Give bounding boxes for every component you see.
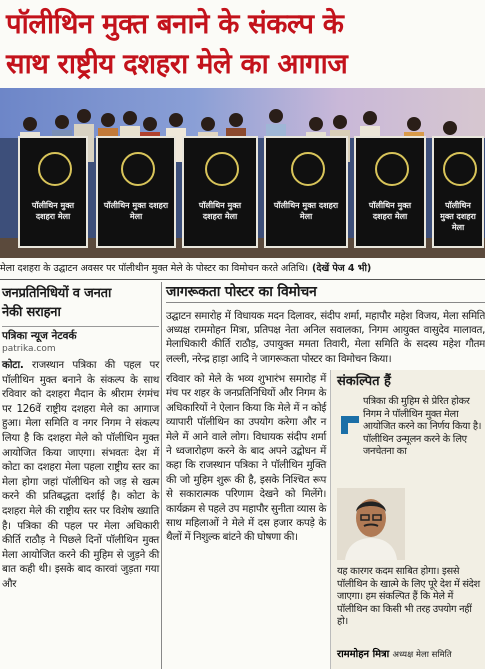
poster-emblem-icon (205, 152, 239, 186)
quote-sidebar (330, 370, 485, 669)
left-column-story (0, 282, 159, 669)
sidebar-title: संकल्पित हैं (337, 374, 391, 389)
caption-text: मेला दशहरा के उद्घाटन अवसर पर पॉलीथीन मुक्त मेले के पोस्टर का विमोचन करते अतिथि। (0, 263, 309, 274)
poster-text: पॉलीथिन मुक्त दशहरा मेला (440, 201, 476, 232)
poster (18, 136, 88, 248)
headline (6, 4, 479, 84)
poster-emblem-icon (375, 152, 409, 186)
column-divider (161, 282, 162, 669)
poster-text: पॉलीथिन मुक्त दशहरा मेला (273, 201, 339, 221)
headline-line-2: साथ राष्ट्रीय दशहरा मेले का आगाज (6, 48, 348, 80)
poster-text: पॉलीथिन मुक्त दशहरा मेला (31, 201, 75, 221)
story-text: राजस्थान पत्रिका की पहल पर पॉलीथिन मुक्त बनाने के संकल्प के साथ रविवार को दशहरा मैदान के श्रीराम रंगमंच पर 126वें राष्ट्रीय दशहरा मेले का आगाज हुआ। मेला समिति व नगर निगम ने संकल्प लिया है कि दशहरा मेले को पॉलीथिन मुक्त आयोजित किया जाएगा। संभवतः देश में कोटा का दशहरा मेला पहला राष्ट्रीय स्तर का मेला होगा जहां पॉलीथिन को जड़ से खत्म करने की प्रतिबद्धता दर्शाई है। कोटा के दशहरा मेले की राष्ट्रीय स्तर पर विशेष ख्याति है। पत्रिका की पहल पर मेला अधिकारी कीर्ति राठौड़ ने पिछले दिनों पॉलीथिन मुक्त मेला आयोजित करने की मुहिम से जुड़ने की बात कही थी। इसके बाद कारवां जुड़ता गया और (2, 359, 159, 590)
subheading-line-2: नेकी सराहना (2, 305, 61, 320)
headline-line-1: पॉलीथिन मुक्त बनाने के संकल्प के (6, 8, 344, 40)
poster-emblem-icon (121, 152, 155, 186)
dateline: कोटा. (2, 359, 24, 371)
story-body (2, 358, 159, 592)
page-reference: (देखें पेज 4 भी) (312, 263, 372, 274)
poster (182, 136, 258, 248)
speaker-portrait (337, 488, 405, 560)
section-heading: जागरूकता पोस्टर का विमोचन (166, 282, 485, 303)
photo-caption (0, 259, 485, 280)
poster (264, 136, 348, 248)
poster-emblem-icon (38, 152, 72, 186)
poster-release-section (166, 282, 485, 366)
poster (354, 136, 426, 248)
story-subheading (2, 284, 159, 322)
quote-attribution (337, 646, 452, 660)
event-photo (0, 88, 485, 258)
quote-icon (341, 416, 359, 434)
portrait-image (337, 488, 405, 560)
poster-emblem-icon (443, 152, 477, 186)
speaker-role: अध्यक्ष मेला समिति (392, 650, 452, 660)
poster-text: पॉलीथिन मुक्त दशहरा मेला (103, 201, 169, 221)
website-link[interactable]: patrika.com (2, 344, 56, 354)
byline: पत्रिका न्यूज नेटवर्क (2, 326, 159, 343)
speaker-name: राममोहन मित्रा (337, 649, 390, 660)
middle-story-text: रविवार को मेले के भव्य शुभारंभ समारोह में मंच पर शहर के जनप्रतिनिधियों और निगम के अधिकारियों ने ऐलान किया कि मेले में न कोई व्यापारी पॉलीथिन का उपयोग करेगा और न मेले में आने वाले लोग। विधायक संदीप शर्मा ने ध्वजारोहण करने के बाद अपने उद्बोधन में कहा कि राजस्थान पत्रिका ने पॉलीथिन मुक्ति की जो मुहिम शुरू की है, इसके निश्चित रूप से सकारात्मक परिणाम देखने को मिलेंगे। कार्यक्रम से पहले उप महापौर सुनीता व्यास के साथ महिलाओं ने मेले में दस हजार कपड़े के थैलों में निशुल्क बांटने की घोषणा की। (166, 373, 326, 544)
section-body: उद्घाटन समारोह में विधायक मदन दिलावर, संदीप शर्मा, महापौर महेश विजय, मेला समिति अध्यक्ष राममोहन मित्रा, प्रतिपक्ष नेता अनिल सवालका, निगम आयुक्त वासुदेव मालावत, मेलाधिकारी कीर्ति राठौड़, उपायुक्त ममता तिवारी, मेला समिति के सदस्य महेश गौतम लल्ली, नरेन्द्र हाड़ा आदि ने जागरूकता पोस्टर का विमोचन किया। (166, 310, 485, 365)
poster-emblem-icon (291, 152, 325, 186)
subheading-line-1: जनप्रतिनिधियों व जनता (2, 286, 112, 301)
quote-text: पत्रिका की मुहिम से प्रेरित होकर निगम ने पॉलीथिन मुक्त मेला आयोजित करने का निर्णय किया है। पॉलीथिन उन्मूलन करने के लिए जनचेतना का (363, 396, 482, 458)
poster-text: पॉलीथिन मुक्त दशहरा मेला (198, 201, 242, 221)
poster (432, 136, 484, 248)
middle-column-story (166, 372, 326, 545)
poster (96, 136, 176, 248)
poster-text: पॉलीथिन मुक्त दशहरा मेला (368, 201, 412, 221)
quote-text-continued: यह कारगर कदम साबित होगा। इससे पॉलीथिन के खात्मे के लिए पूरे देश में संदेश जाएगा। हम संकल्पित हैं कि मेले में पॉलीथिन का किसी भी तरह उपयोग नहीं हो। (337, 566, 480, 628)
